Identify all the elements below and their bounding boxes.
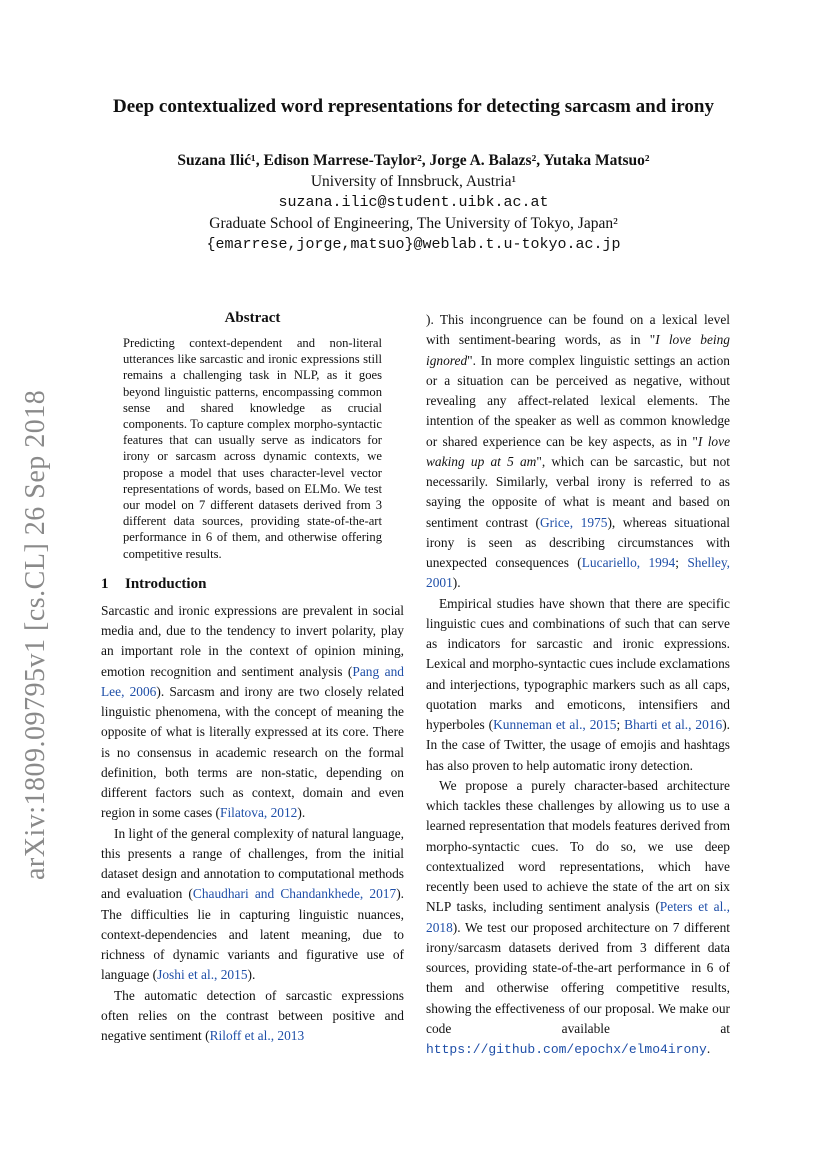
intro-paragraph-3-continued [426,310,730,594]
citation-link[interactable]: Filatova, 2012 [220,805,298,821]
text-run: ). [452,575,461,591]
affiliation-1: University of Innsbruck, Austria¹ [310,173,517,190]
email-1: suzana.ilic@student.uibk.ac.at [278,194,549,211]
section-title: Introduction [125,575,207,592]
text-run: ). This incongruence can be found on a lexical level with sentiment-bearing words, as in " [426,312,730,348]
text-run: ). In the case of Twitter, the usage of emojis and hashtags has also proven to help automatic irony detection. [426,717,730,773]
text-run: . [706,1041,711,1056]
intro-paragraph-2 [101,824,404,986]
right-column [426,310,730,1060]
citation-link[interactable]: Shelley, 2001 [426,555,730,591]
author-names: Suzana Ilić¹, Edison Marrese-Taylor², Jorge A. Balazs², Yutaka Matsuo² [177,152,650,169]
email-2: {emarrese,jorge,matsuo}@weblab.t.u-tokyo.ac.jp [206,236,621,253]
text-run: ; [675,555,688,570]
arxiv-identifier: arXiv:1809.09795v1 [cs.CL] 26 Sep 2018 [20,389,51,880]
intro-paragraph-1 [101,601,404,824]
intro-paragraph-5 [426,776,730,1061]
citation-link[interactable]: Kunneman et al., 2015 [493,717,617,732]
text-run: ", which can be sarcastic, but not necessarily. Similarly, verbal irony is referred to as saying the opposite of what is meant and based on sentiment contrast ( [426,453,730,530]
citation-link[interactable]: Chaudhari and Chandankhede, 2017 [192,886,397,902]
intro-paragraph-4 [426,594,730,776]
citation-link[interactable]: Bharti et al., 2016 [624,717,723,732]
text-run: Sarcastic and ironic expressions are prevalent in social media and, due to the tendency to invert polarity, play an important role in the context of opinion mining, emotion recognition and sentiment analysis ( [101,602,404,679]
text-run: ). [247,967,256,983]
intro-paragraph-3 [101,986,404,1047]
code-url-link[interactable]: https://github.com/epochx/elmo4irony [426,1042,707,1057]
quoted-example: I love waking up at 5 am [426,433,731,469]
citation-link[interactable]: Peters et al., 2018 [426,899,730,935]
section-number: 1 [101,575,109,592]
left-column [101,310,404,1046]
affiliation-2: Graduate School of Engineering, The University of Tokyo, Japan² [209,215,618,232]
citation-link[interactable]: Pang and Lee, 2006 [101,663,404,699]
author-block [80,150,747,255]
text-run: ). We test our proposed architecture on 7 different irony/sarcasm datasets derived from 3 different data sources, providing state-of-the-art performance in 6 of them and otherwise offering competitive results, showing the effectiveness of our proposal. We make our code available at [426,919,730,1036]
text-run: ; [616,717,625,732]
text-run: ). Sarcasm and irony are two closely related linguistic phenomena, with the concept of meaning the opposite of what is literally expressed at its core. There is no consensus in academic research on the formal definition, both terms are non-static, depending on different factors such as context, domain and even region in some cases ( [101,683,404,821]
citation-link[interactable]: Lucariello, 1994 [581,555,676,570]
text-run: ). The difficulties lie in capturing linguistic nuances, context-dependencies and latent meaning, due to richness of dynamic variants and figurative use of language ( [101,886,404,983]
text-run: ). [297,805,306,821]
text-run: The automatic detection of sarcastic expressions often relies on the contrast between positive and negative sentiment ( [101,987,404,1044]
abstract-text: Predicting context-dependent and non-literal utterances like sarcastic and ironic expressions still remains a challenging task in NLP, as it goes beyond linguistic patterns, encompassing common sense and shared knowledge as crucial components. To capture complex morpho-syntactic features that can usually serve as indicators for irony or sarcasm across dynamic contexts, we propose a model that uses character-level vector representations of words, based on ELMo. We test our model on 7 different datasets derived from 3 different data sources, providing state-of-the-art performance in 6 of them, and otherwise offering competitive results. [123,336,382,561]
citation-link[interactable]: Joshi et al., 2015 [157,967,248,983]
text-run: We propose a purely character-based architecture which tackles these challenges by allowing us to use a learned representation that models features derived from morpho-syntactic cues. To do so, we use deep contextualized word representations, which have recently been used to achieve the state of the art on six NLP tasks, including sentiment analysis ( [426,777,730,915]
section-heading-introduction [101,576,404,593]
text-run: ), whereas situational irony is seen as describing circumstances with unexpected consequences ( [426,514,730,570]
paper-title: Deep contextualized word representations for detecting sarcasm and irony [113,96,714,117]
text-run: Empirical studies have shown that there are specific linguistic cues and combinations of such that can serve as indicators for sarcastic and ironic expressions. Lexical and morpho-syntactic cues include exclamations and interjections, typographic markers such as all caps, quotation marks and emoticons, intensifiers and hyperboles ( [426,595,730,732]
quoted-example: I love being ignored [426,332,730,368]
text-run: ". In more complex linguistic settings an action or a situation can be perceived as negative, without revealing any affect-related lexical elements. The intention of the speaker as well as common knowledge or shared experience can be key aspects, as in " [426,352,730,449]
abstract-heading: Abstract [224,310,281,326]
citation-link[interactable]: Grice, 1975 [540,514,608,530]
text-run: In light of the general complexity of natural language, this presents a range of challenges, from the initial dataset design and annotation to computational methods and evaluation ( [101,825,404,902]
citation-link[interactable]: Riloff et al., 2013 [209,1028,305,1044]
